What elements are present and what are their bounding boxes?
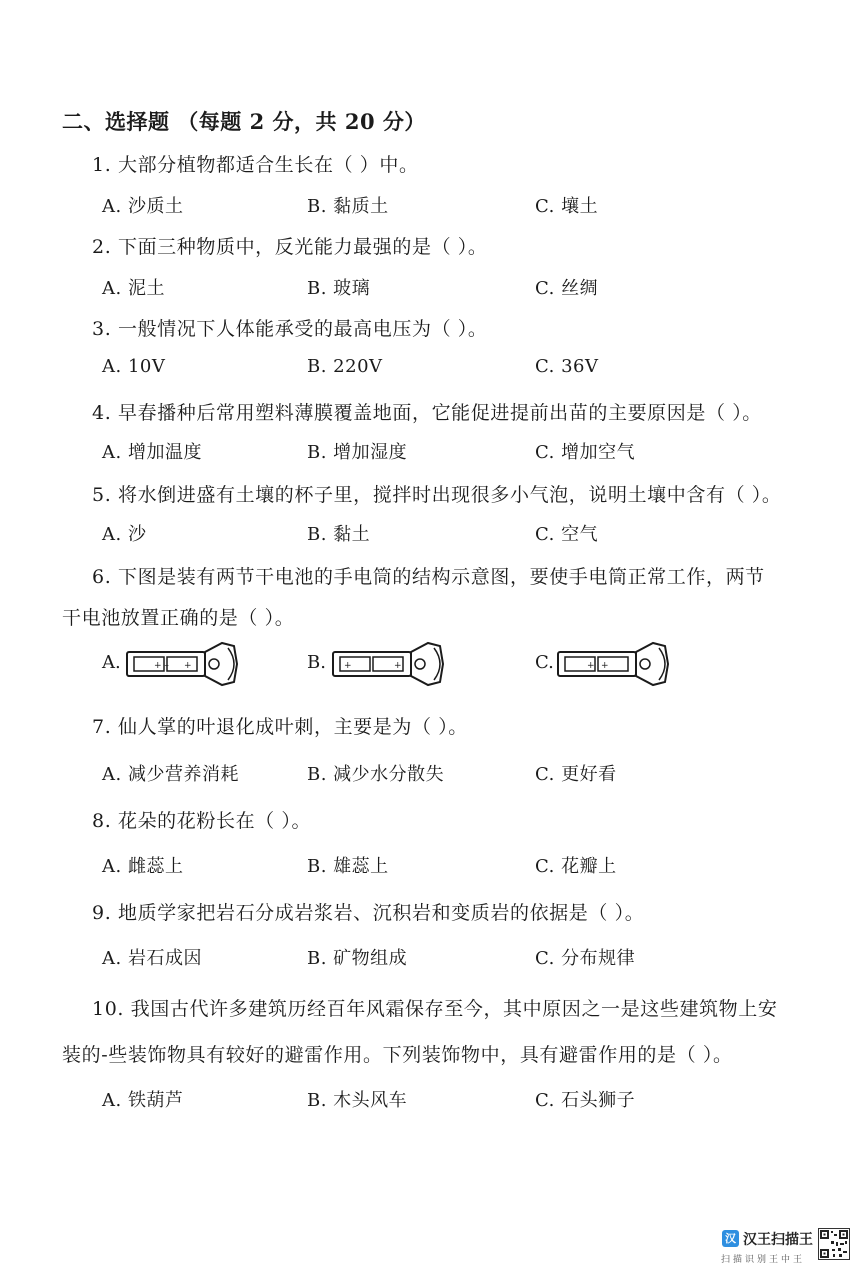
option-6a-label: A. [102, 652, 121, 673]
qr-code-icon [818, 1228, 850, 1260]
flashlight-a-diagram [124, 640, 244, 688]
flashlight-b-diagram [330, 640, 450, 688]
battery-sign: + – [154, 661, 169, 671]
battery-sign: + [184, 661, 192, 671]
option-10b: B. 木头风车 [307, 1090, 408, 1111]
option-1b: B. 黏质土 [307, 196, 389, 217]
option-8a: A. 雌蕊上 [102, 856, 184, 877]
option-10a: A. 铁葫芦 [102, 1090, 184, 1111]
option-5b: B. 黏土 [307, 524, 371, 545]
option-4c: C. 增加空气 [535, 442, 636, 463]
section-title: 二、选择题 （每题 2 分，共 20 分） [62, 109, 426, 134]
option-6b-label: B. [307, 652, 326, 673]
option-4a: A. 增加温度 [102, 442, 202, 463]
question-1: 1. 大部分植物都适合生长在（ ）中。 [92, 154, 419, 176]
question-7: 7. 仙人掌的叶退化成叶刺，主要是为（ ）。 [92, 716, 468, 738]
battery-sign: + [394, 661, 402, 671]
option-2b: B. 玻璃 [307, 278, 371, 299]
question-4: 4. 早春播种后常用塑料薄膜覆盖地面，它能促进提前出苗的主要原因是（ ）。 [92, 402, 762, 424]
question-10-cont: 装的-些装饰物具有较好的避雷作用。下列装饰物中，具有避雷作用的是（ ）。 [62, 1044, 733, 1066]
question-6-cont: 干电池放置正确的是（ ）。 [62, 607, 295, 629]
option-3c: C. 36V [535, 356, 599, 377]
option-3a: A. 10V [102, 356, 166, 377]
option-4b: B. 增加湿度 [307, 442, 408, 463]
question-2: 2. 下面三种物质中，反光能力最强的是（ ）。 [92, 236, 488, 258]
question-6: 6. 下图是装有两节干电池的手电筒的结构示意图，要使手电筒正常工作，两节 [92, 566, 765, 588]
watermark-brand: 汉王扫描王 [743, 1232, 813, 1248]
question-3: 3. 一般情况下人体能承受的最高电压为（ ）。 [92, 318, 488, 340]
option-5a: A. 沙 [102, 524, 147, 545]
option-8b: B. 雄蕊上 [307, 856, 389, 877]
question-9: 9. 地质学家把岩石分成岩浆岩、沉积岩和变质岩的依据是（ ）。 [92, 902, 645, 924]
option-9a: A. 岩石成因 [102, 948, 202, 969]
option-10c: C. 石头狮子 [535, 1090, 636, 1111]
option-3b: B. 220V [307, 356, 383, 377]
option-7a: A. 减少营养消耗 [102, 764, 239, 785]
option-5c: C. 空气 [535, 524, 599, 545]
option-8c: C. 花瓣上 [535, 856, 617, 877]
option-2a: A. 泥土 [102, 278, 165, 299]
scanner-watermark [718, 1226, 850, 1270]
option-7c: C. 更好看 [535, 764, 617, 785]
watermark-tagline: 扫描识别王中王 [721, 1255, 806, 1265]
option-7b: B. 减少水分散失 [307, 764, 445, 785]
question-5: 5. 将水倒进盛有土壤的杯子里，搅拌时出现很多小气泡，说明土壤中含有（ ）。 [92, 484, 782, 506]
option-6c-label: C. [535, 652, 554, 673]
battery-sign: + [587, 661, 595, 671]
option-9c: C. 分布规律 [535, 948, 636, 969]
battery-sign: + [601, 661, 609, 671]
option-1c: C. 壤土 [535, 196, 599, 217]
scanner-logo-icon: 汉 [722, 1230, 739, 1247]
question-8: 8. 花朵的花粉长在（ ）。 [92, 810, 312, 832]
flashlight-c-diagram [555, 640, 675, 688]
option-2c: C. 丝绸 [535, 278, 599, 299]
option-1a: A. 沙质土 [102, 196, 184, 217]
option-9b: B. 矿物组成 [307, 948, 408, 969]
question-10: 10. 我国古代许多建筑历经百年风霜保存至今，其中原因之一是这些建筑物上安 [92, 998, 778, 1020]
battery-sign: + [344, 661, 352, 671]
